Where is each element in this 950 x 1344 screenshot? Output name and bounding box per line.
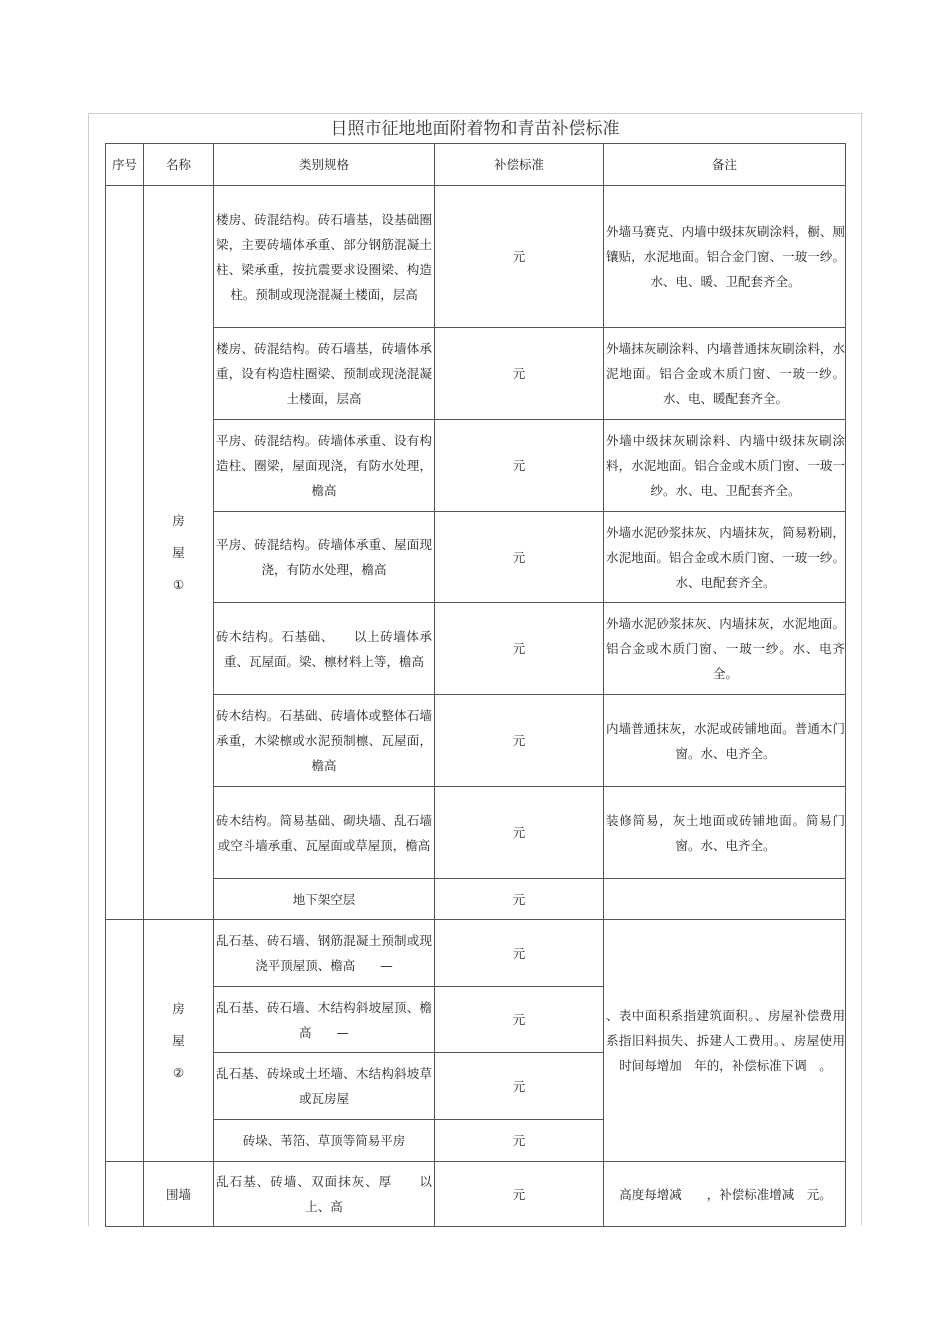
table-row xyxy=(106,787,846,879)
table-row xyxy=(106,328,846,420)
standard-cell: 元 xyxy=(435,420,604,512)
standard-cell: 元 xyxy=(435,186,604,328)
spec-cell: 乱石基、砖石墙、木结构斜坡屋顶、檐高 — xyxy=(214,987,435,1053)
page-frame-right xyxy=(861,113,862,1225)
standard-cell: 元 xyxy=(435,920,604,987)
table-row xyxy=(106,420,846,512)
spec-cell: 楼房、砖混结构。砖石墙基，设基础圈梁，主要砖墙体承重、部分钢筋混凝土柱、梁承重，按抗震要求设圈梁、构造柱。预制或现浇混凝土楼面，层高 xyxy=(214,186,435,328)
table-row xyxy=(106,512,846,603)
header-spec: 类别规格 xyxy=(214,144,435,186)
standard-cell: 元 xyxy=(435,512,604,603)
standard-cell: 元 xyxy=(435,1162,604,1227)
header-standard: 补偿标准 xyxy=(435,144,604,186)
note-cell: 外墙水泥砂浆抹灰、内墙抹灰，简易粉刷，水泥地面。铝合金或木质门窗、一玻一纱。水、电配套齐全。 xyxy=(604,512,846,603)
standard-cell: 元 xyxy=(435,1120,604,1162)
compensation-table xyxy=(105,143,846,1227)
table-row xyxy=(106,879,846,920)
table-row xyxy=(106,1162,846,1227)
group3-name: 围墙 xyxy=(144,1162,214,1227)
spec-cell: 砖垛、苇箔、草顶等简易平房 xyxy=(214,1120,435,1162)
spec-cell: 楼房、砖混结构。砖石墙基，砖墙体承重，设有构造柱圈梁、预制或现浇混凝土楼面，层高 xyxy=(214,328,435,420)
group1-index xyxy=(106,186,144,920)
spec-cell: 平房、砖混结构。砖墙体承重、屋面现浇，有防水处理，檐高 xyxy=(214,512,435,603)
group2-index xyxy=(106,920,144,1162)
header-name: 名称 xyxy=(144,144,214,186)
standard-cell: 元 xyxy=(435,603,604,695)
group2-name: 房 屋 ② xyxy=(144,920,214,1162)
document-title: 日照市征地地面附着物和青苗补偿标准 xyxy=(330,119,620,139)
spec-cell: 砖木结构。石基础、 以上砖墙体承重、瓦屋面。梁、檩材料上等，檐高 xyxy=(214,603,435,695)
note-cell: 高度每增减 ，补偿标准增减 元。 xyxy=(604,1162,846,1227)
header-note: 备注 xyxy=(604,144,846,186)
spec-cell: 地下架空层 xyxy=(214,879,435,920)
standard-cell: 元 xyxy=(435,879,604,920)
standard-cell: 元 xyxy=(435,787,604,879)
spec-cell: 乱石基、砖垛或土坯墙、木结构斜坡草或瓦房屋 xyxy=(214,1053,435,1120)
note-cell: 内墙普通抹灰，水泥或砖铺地面。普通木门窗。水、电齐全。 xyxy=(604,695,846,787)
standard-cell: 元 xyxy=(435,328,604,420)
standard-cell: 元 xyxy=(435,987,604,1053)
group1-name: 房 屋 ① xyxy=(144,186,214,920)
table-row xyxy=(106,603,846,695)
note-cell: 外墙马赛克、内墙中级抹灰刷涂料，橱、厕镶贴，水泥地面。铝合金门窗、一玻一纱。水、电、暖、卫配套齐全。 xyxy=(604,186,846,328)
header-row xyxy=(106,144,846,186)
header-index: 序号 xyxy=(106,144,144,186)
spec-cell: 砖木结构。石基础、砖墙体或整体石墙承重，木梁檩或水泥预制檩、瓦屋面，檐高 xyxy=(214,695,435,787)
table-row xyxy=(106,920,846,987)
standard-cell: 元 xyxy=(435,1053,604,1120)
table-row xyxy=(106,695,846,787)
spec-cell: 平房、砖混结构。砖墙体承重、设有构造柱、圈梁，屋面现浇，有防水处理，檐高 xyxy=(214,420,435,512)
note-cell: 装修简易，灰土地面或砖铺地面。简易门窗。水、电齐全。 xyxy=(604,787,846,879)
note-cell: 外墙水泥砂浆抹灰、内墙抹灰，水泥地面。铝合金或木质门窗、一玻一纱。水、电齐全。 xyxy=(604,603,846,695)
standard-cell: 元 xyxy=(435,695,604,787)
note-cell xyxy=(604,879,846,920)
table-row xyxy=(106,186,846,328)
spec-cell: 乱石基、砖墙、双面抹灰、厚 以上、高 xyxy=(214,1162,435,1227)
note-cell: 外墙抹灰刷涂料、内墙普通抹灰刷涂料，水泥地面。铝合金或木质门窗、一玻一纱。水、电、暖配套齐全。 xyxy=(604,328,846,420)
spec-cell: 砖木结构。简易基础、砌块墙、乱石墙或空斗墙承重、瓦屋面或草屋顶，檐高 xyxy=(214,787,435,879)
spec-cell: 乱石基、砖石墙、钢筋混凝土预制或现浇平顶屋顶、檐高 — xyxy=(214,920,435,987)
note-cell: 外墙中级抹灰刷涂料、内墙中级抹灰刷涂料，水泥地面。铝合金或木质门窗、一玻一纱。水、电、卫配套齐全。 xyxy=(604,420,846,512)
group2-note-cell: 、表中面积系指建筑面积。、房屋补偿费用系指旧料损失、拆建人工费用。、房屋使用时间每增加 年的，补偿标准下调 。 xyxy=(604,920,846,1162)
group3-index xyxy=(106,1162,144,1227)
